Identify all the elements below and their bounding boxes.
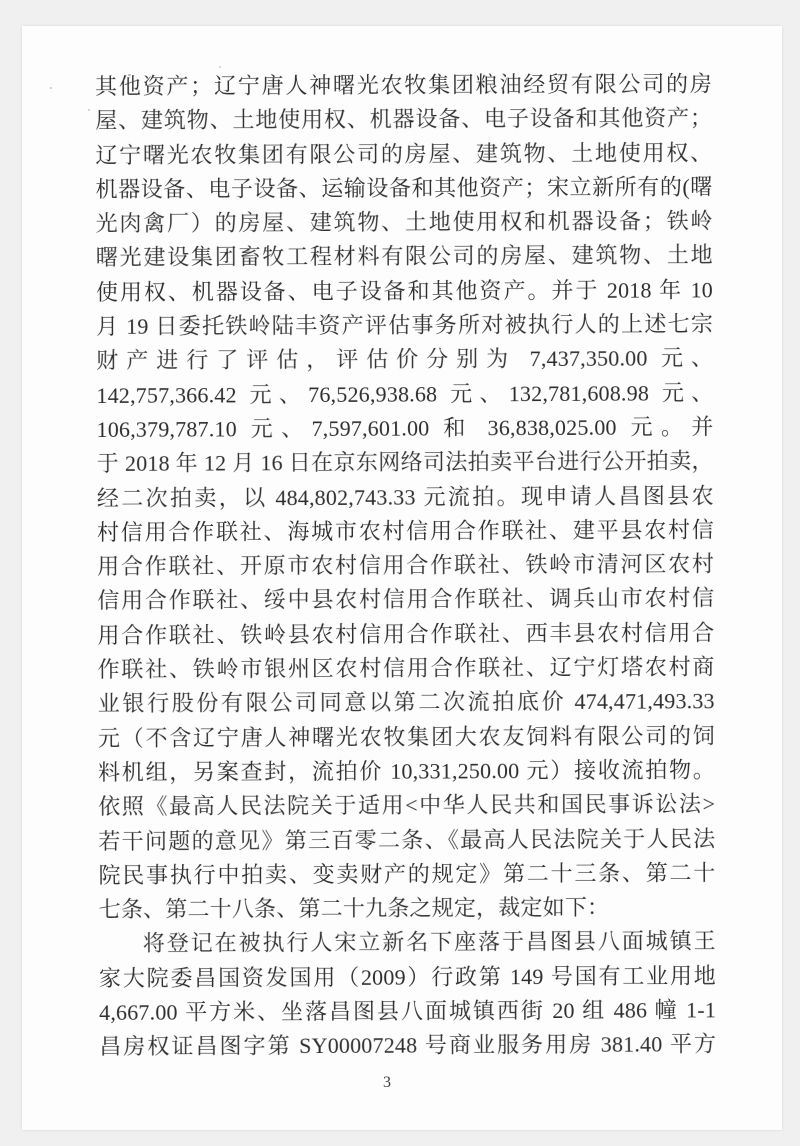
text-line: 七条、第二十八条、第二十九条之规定，裁定如下： bbox=[98, 894, 610, 923]
text-line: 将登记在被执行人宋立新名下座落于昌图县八面城镇王 bbox=[142, 928, 716, 957]
scan-speck bbox=[219, 66, 221, 68]
text-lines bbox=[95, 67, 716, 1064]
page-number: 3 bbox=[383, 1074, 391, 1091]
text-line: 依照《最高人民法院关于适用<中华人民共和国民事诉讼法> bbox=[98, 791, 716, 820]
text-line: 财产进行了评估，评估价分别为 7,437,350.00 元、 bbox=[96, 345, 714, 374]
text-line: 用合作联社、开原市农村信用合作联社、铁岭市清河区农村 bbox=[97, 551, 715, 580]
text-line: 机器设备、电子设备、运输设备和其他资产；宋立新所有的(曙 bbox=[95, 174, 713, 202]
text-line: 用合作联社、铁岭县农村信用合作联社、西丰县农村信用合 bbox=[97, 620, 715, 648]
text-line: 于 2018 年 12 月 16 日在京东网络司法拍卖平台进行公开拍卖， bbox=[96, 448, 714, 477]
text-line: 曙光建设集团畜牧工程材料有限公司的房屋、建筑物、土地 bbox=[95, 242, 713, 271]
text-line: 辽宁曙光农牧集团有限公司的房屋、建筑物、土地使用权、 bbox=[95, 139, 713, 168]
text-line: 使用权、机器设备、电子设备和其他资产。并于 2018 年 10 bbox=[95, 277, 714, 305]
text-line: 料机组，另案查封，流拍价 10,331,250.00 元）接收流拍物。 bbox=[98, 757, 716, 785]
text-line: 村信用合作联社、海城市农村信用合作联社、建平县农村信 bbox=[96, 517, 715, 545]
text-line: 经二次拍卖，以 484,802,743.33 元流拍。现申请人昌图县农 bbox=[96, 482, 714, 511]
text-line: 光肉禽厂）的房屋、建筑物、土地使用权和机器设备；铁岭 bbox=[95, 208, 713, 237]
text-line: 作联社、铁岭市银州区农村信用合作联社、辽宁灯塔农村商 bbox=[97, 654, 715, 683]
document-body bbox=[95, 67, 716, 1064]
text-line: 信用合作联社、绥中县农村信用合作联社、调兵山市农村信 bbox=[97, 585, 715, 614]
scan-speck bbox=[88, 109, 90, 111]
text-line: 家大院委昌国资发国用（2009）行政第 149 号国有工业用地 bbox=[98, 963, 717, 991]
text-line: 业银行股份有限公司同意以第二次流拍底价 474,471,493.33 bbox=[97, 688, 715, 717]
text-line: 月 19 日委托铁岭陆丰资产评估事务所对被执行人的上述七宗 bbox=[96, 311, 714, 340]
text-line: 若干问题的意见》第三百零二条、《最高人民法院关于人民法 bbox=[98, 825, 716, 854]
scan-speck bbox=[50, 87, 52, 89]
text-line: 142,757,366.42 元、76,526,938.68 元、132,781,608.98 元、 bbox=[96, 379, 714, 408]
text-line: 院民事执行中拍卖、变卖财产的规定》第二十三条、第二十 bbox=[98, 860, 716, 888]
text-line: 屋、建筑物、土地使用权、机器设备、电子设备和其他资产； bbox=[95, 105, 713, 134]
document-page bbox=[22, 26, 782, 1130]
text-line: 106,379,787.10 元、7,597,601.00 和 36,838,025.00 元。并 bbox=[96, 414, 714, 442]
text-line: 昌房权证昌图字第 SY00007248 号商业服务用房 381.40 平方 bbox=[99, 1031, 717, 1060]
text-line: 其他资产；辽宁唐人神曙光农牧集团粮油经贸有限公司的房 bbox=[95, 71, 713, 99]
text-line: 元（不含辽宁唐人神曙光农牧集团大农友饲料有限公司的饲 bbox=[97, 722, 715, 751]
text-line: 4,667.00 平方米、坐落昌图县八面城镇西街 20 组 486 幢 1-1 bbox=[99, 997, 717, 1026]
